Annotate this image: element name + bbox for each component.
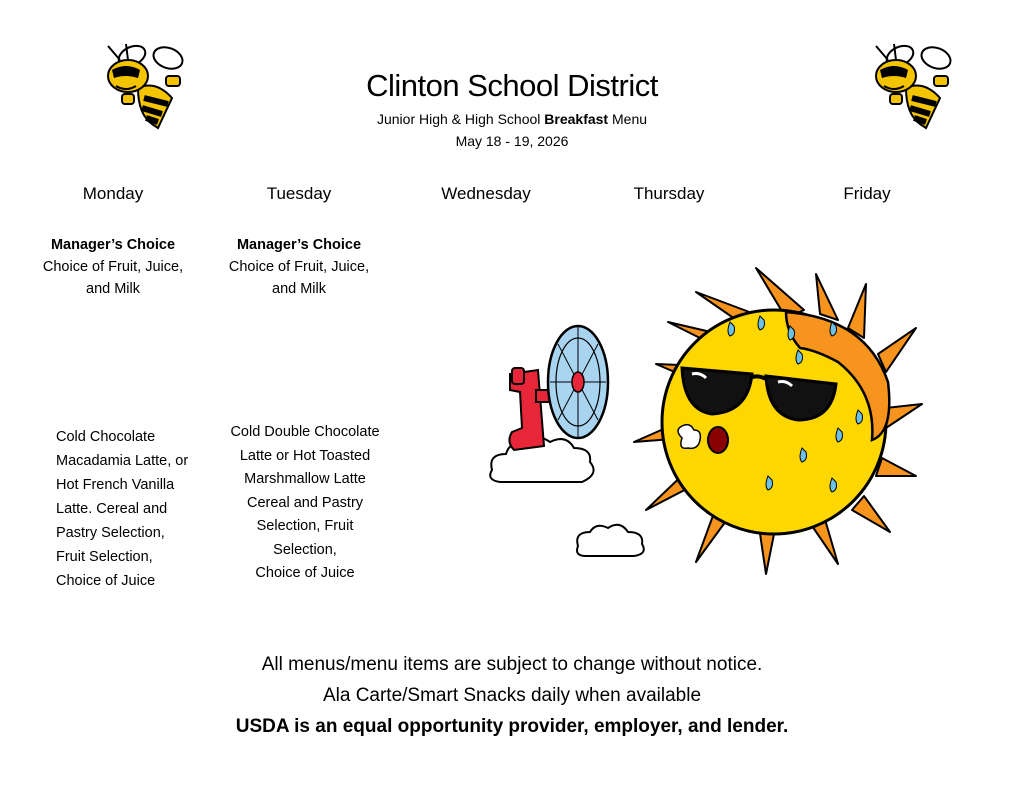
monday-breakfast-line: Hot French Vanilla	[56, 477, 175, 493]
tuesday-breakfast-line: Cold Double Chocolate	[230, 424, 380, 440]
day-heading-monday: Monday	[82, 184, 144, 203]
monday-breakfast-items	[56, 425, 226, 593]
monday-managers-choice	[23, 234, 203, 300]
tuesday-manager-line1: Choice of Fruit, Juice,	[228, 259, 370, 275]
monday-manager-line2: and Milk	[86, 281, 140, 297]
tuesday-breakfast-line: Latte or Hot Toasted	[239, 447, 371, 464]
page-title: Clinton School District	[366, 68, 658, 103]
day-heading-friday: Friday	[843, 184, 891, 203]
tuesday-breakfast-items	[210, 421, 400, 586]
tuesday-manager-line2: and Milk	[272, 281, 326, 297]
tuesday-breakfast-line: Selection, Fruit	[256, 518, 354, 534]
day-heading-wednesday: Wednesday	[441, 184, 531, 203]
tuesday-breakfast-line: Selection,	[273, 541, 337, 558]
monday-manager-title: Manager’s Choice	[50, 237, 176, 253]
day-heading-tuesday: Tuesday	[266, 184, 332, 203]
footer-usda-statement: USDA is an equal opportunity provider, employer, and lender.	[235, 716, 789, 737]
sun-fan-illustration	[486, 262, 926, 580]
tuesday-breakfast-line: Choice of Juice	[255, 565, 355, 581]
monday-manager-line1: Choice of Fruit, Juice,	[42, 259, 184, 275]
tuesday-managers-choice	[209, 234, 389, 300]
tuesday-breakfast-line: Marshmallow Latte	[244, 471, 366, 487]
subtitle-prefix: Junior High & High School	[376, 111, 545, 127]
monday-breakfast-line: Latte. Cereal and	[56, 501, 168, 517]
footer-disclaimer: All menus/menu items are subject to change without notice.	[261, 654, 763, 675]
subtitle-bold: Breakfast	[544, 111, 609, 127]
monday-breakfast-line: Cold Chocolate	[56, 429, 156, 445]
tuesday-manager-title: Manager’s Choice	[236, 237, 362, 253]
monday-breakfast-line: Macadamia Latte, or	[56, 453, 189, 469]
tuesday-breakfast-line: Cereal and Pastry	[246, 494, 364, 511]
footer-snacks-note: Ala Carte/Smart Snacks daily when available	[322, 685, 702, 706]
monday-breakfast-line: Fruit Selection,	[56, 549, 153, 565]
monday-breakfast-line: Choice of Juice	[56, 573, 156, 589]
day-heading-thursday: Thursday	[633, 184, 705, 203]
monday-breakfast-line: Pastry Selection,	[56, 525, 165, 541]
menu-subtitle	[0, 111, 1024, 127]
subtitle-suffix: Menu	[608, 111, 648, 127]
menu-dates: May 18 - 19, 2026	[455, 133, 569, 149]
cloud-icon	[490, 437, 644, 556]
